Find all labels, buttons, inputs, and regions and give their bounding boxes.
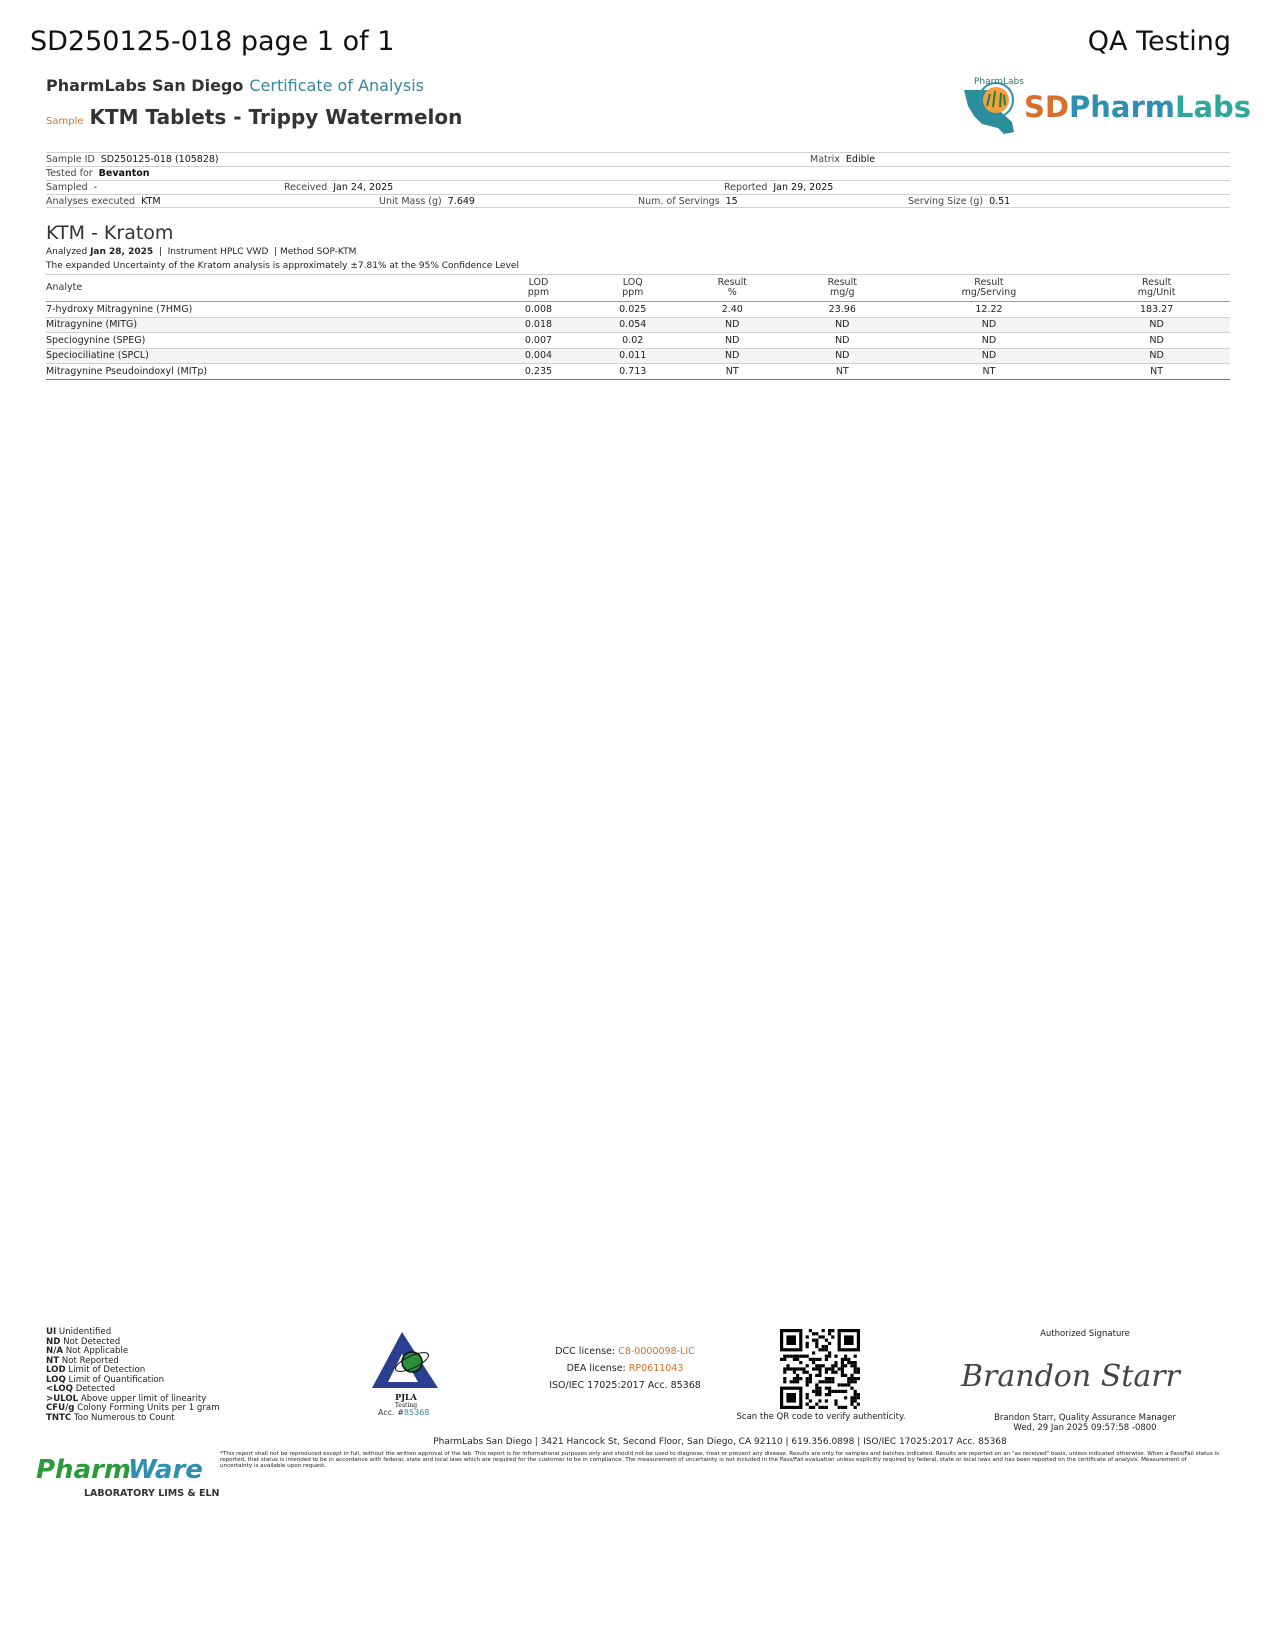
cell-pct: ND	[675, 348, 790, 364]
pharmware-logo	[36, 1448, 220, 1508]
legend-item: LOD Limit of Detection	[46, 1365, 146, 1375]
pjla-accreditation-number: Acc. #85368	[378, 1408, 430, 1417]
legend-item: CFU/g Colony Forming Units per 1 gram	[46, 1403, 220, 1413]
footer-disclaimer: *This report shall not be reproduced except in full, without the written approval of the lab. This report is for informational purposes only and should not be used to diagnose, treat or prevent any disease. Results are only for samples and batches indicated. Results are reported on an "as received" basis, unless indicated otherwise. When a Pass/Fail status is reported, that status is intended to be in accordance with federal, state and local laws which are required for the customer to be in compliance. The measurement of uncertainty is not included in the Pass/Fail evaluation unless explicitly required by federal, state or local laws and has been reported on the certificate of analysis. Measurement of uncertainty is available upon request.	[220, 1451, 1220, 1470]
document-title: Certificate of Analysis	[249, 76, 424, 95]
cell-mg-g: ND	[790, 317, 895, 333]
cell-mg-g: 23.96	[790, 302, 895, 318]
legend-item: ND Not Detected	[46, 1336, 121, 1347]
cell-loq: 0.011	[591, 348, 675, 364]
cell-mg-serving: ND	[895, 348, 1084, 364]
sample-id: Sample ID SD250125-018 (105828)	[46, 154, 219, 165]
sample-name: KTM Tablets - Trippy Watermelon	[89, 105, 463, 129]
cell-mg-g: ND	[790, 348, 895, 364]
pjla-accreditation-logo	[366, 1328, 444, 1420]
table-row	[46, 364, 1230, 380]
svg-text:Testing: Testing	[394, 1402, 418, 1409]
cell-mg-unit: ND	[1083, 348, 1230, 364]
legend-item: <LOQ Detected	[46, 1384, 116, 1394]
legend-item: TNTC Too Numerous to Count	[46, 1412, 175, 1423]
lab-line	[46, 76, 424, 95]
table-row	[46, 302, 1230, 318]
uncertainty-note: The expanded Uncertainty of the Kratom analysis is approximately ±7.81% at the 95% Confidence Level	[46, 261, 519, 271]
category-title: QA Testing	[1087, 26, 1231, 57]
qr-caption: Scan the QR code to verify authenticity.	[736, 1412, 906, 1422]
serving-size: Serving Size (g) 0.51	[908, 196, 1011, 207]
cell-mg-unit: ND	[1083, 333, 1230, 349]
svg-text:LABORATORY LIMS & ELN: LABORATORY LIMS & ELN	[84, 1488, 220, 1499]
page-id-title: SD250125-018 page 1 of 1	[30, 26, 395, 57]
table-header-row	[46, 275, 1230, 302]
cell-pct: 2.40	[675, 302, 790, 318]
svg-text:Pharm: Pharm	[36, 1455, 132, 1485]
cell-analyte: Speciociliatine (SPCL)	[46, 348, 486, 364]
cell-pct: NT	[675, 364, 790, 380]
sampled: Sampled -	[46, 182, 98, 193]
signature-title: Authorized Signature	[1040, 1329, 1130, 1339]
cell-loq: 0.02	[591, 333, 675, 349]
cell-lod: 0.235	[486, 364, 591, 380]
received: Received Jan 24, 2025	[284, 182, 394, 193]
header-loq: LOQ ppm	[591, 275, 675, 302]
dea-license: DEA license: RP0611043	[566, 1363, 684, 1374]
svg-text:Ware: Ware	[128, 1455, 203, 1485]
header-lod: LOD ppm	[486, 275, 591, 302]
analysis-info: Analyzed Jan 28, 2025 | Instrument HPLC VWD | Method SOP-KTM	[46, 247, 357, 257]
info-row-id	[46, 152, 1230, 166]
cell-loq: 0.025	[591, 302, 675, 318]
cell-lod: 0.004	[486, 348, 591, 364]
section-title: KTM - Kratom	[46, 222, 174, 244]
cell-lod: 0.008	[486, 302, 591, 318]
iso-accreditation: ISO/IEC 17025:2017 Acc. 85368	[549, 1380, 701, 1391]
cell-mg-g: NT	[790, 364, 895, 380]
svg-text:PJLA: PJLA	[395, 1392, 417, 1402]
tested-for: Tested for Bevanton	[46, 168, 150, 179]
header-analyte: Analyte	[46, 275, 486, 302]
cell-mg-unit: ND	[1083, 317, 1230, 333]
cell-analyte: Mitragynine Pseudoindoxyl (MITp)	[46, 364, 486, 380]
cell-analyte: 7-hydroxy Mitragynine (7HMG)	[46, 302, 486, 318]
matrix: Matrix Edible	[810, 154, 876, 165]
legend-item: LOQ Limit of Quantification	[46, 1374, 165, 1385]
sample-tag: Sample	[46, 116, 84, 127]
sample-line	[46, 105, 462, 129]
num-servings: Num. of Servings 15	[638, 196, 738, 207]
dcc-license: DCC license: C8-0000098-LIC	[555, 1346, 695, 1357]
table-row	[46, 348, 1230, 364]
header-result-mg-serving: Result mg/Serving	[895, 275, 1084, 302]
legend-item: UI Unidentified	[46, 1327, 112, 1337]
cell-loq: 0.713	[591, 364, 675, 380]
analyses-executed: Analyses executed KTM	[46, 196, 161, 207]
abbreviation-legend	[46, 1328, 220, 1423]
cell-pct: ND	[675, 317, 790, 333]
info-row-analyses	[46, 194, 1230, 208]
cell-analyte: Mitragynine (MITG)	[46, 317, 486, 333]
cell-mg-unit: NT	[1083, 364, 1230, 380]
unit-mass: Unit Mass (g) 7.649	[379, 196, 475, 207]
cell-lod: 0.018	[486, 317, 591, 333]
legend-item: >ULOL Above upper limit of linearity	[46, 1393, 207, 1404]
header-result-mg-g: Result mg/g	[790, 275, 895, 302]
svg-text:Brandon Starr: Brandon Starr	[961, 1359, 1180, 1394]
info-row-tested	[46, 166, 1230, 180]
signatory-name: Brandon Starr, Quality Assurance Manager	[994, 1413, 1176, 1423]
license-block	[530, 1343, 720, 1394]
header-result-mg-unit: Result mg/Unit	[1083, 275, 1230, 302]
handwritten-signature	[955, 1350, 1180, 1400]
cell-analyte: Speciogynine (SPEG)	[46, 333, 486, 349]
verification-qr-code-icon[interactable]	[780, 1329, 860, 1409]
legend-item: NT Not Reported	[46, 1355, 119, 1366]
info-row-dates	[46, 180, 1230, 194]
reported: Reported Jan 29, 2025	[724, 182, 834, 193]
sample-info-grid	[46, 152, 1230, 208]
table-row	[46, 333, 1230, 349]
logo-badge-text: PharmLabs	[974, 77, 1024, 87]
cell-mg-g: ND	[790, 333, 895, 349]
cell-lod: 0.007	[486, 333, 591, 349]
cell-mg-serving: ND	[895, 317, 1084, 333]
cell-mg-serving: ND	[895, 333, 1084, 349]
footer-address: PharmLabs San Diego | 3421 Hancock St, Second Floor, San Diego, CA 92110 | 619.356.0898 | ISO/IEC 17025:2017 Acc. 85368	[433, 1437, 1007, 1447]
cell-pct: ND	[675, 333, 790, 349]
cell-loq: 0.054	[591, 317, 675, 333]
cell-mg-serving: 12.22	[895, 302, 1084, 318]
results-table	[46, 274, 1230, 380]
lab-name: PharmLabs San Diego	[46, 76, 244, 95]
signatory	[960, 1413, 1210, 1433]
header-result-pct: Result %	[675, 275, 790, 302]
cell-mg-serving: NT	[895, 364, 1084, 380]
legend-item: N/A Not Applicable	[46, 1346, 129, 1356]
logo-wordmark: SDPharmLabs	[1024, 90, 1252, 124]
table-row	[46, 317, 1230, 333]
cell-mg-unit: 183.27	[1083, 302, 1230, 318]
signature-date: Wed, 29 Jan 2025 09:57:58 -0800	[1013, 1423, 1157, 1433]
